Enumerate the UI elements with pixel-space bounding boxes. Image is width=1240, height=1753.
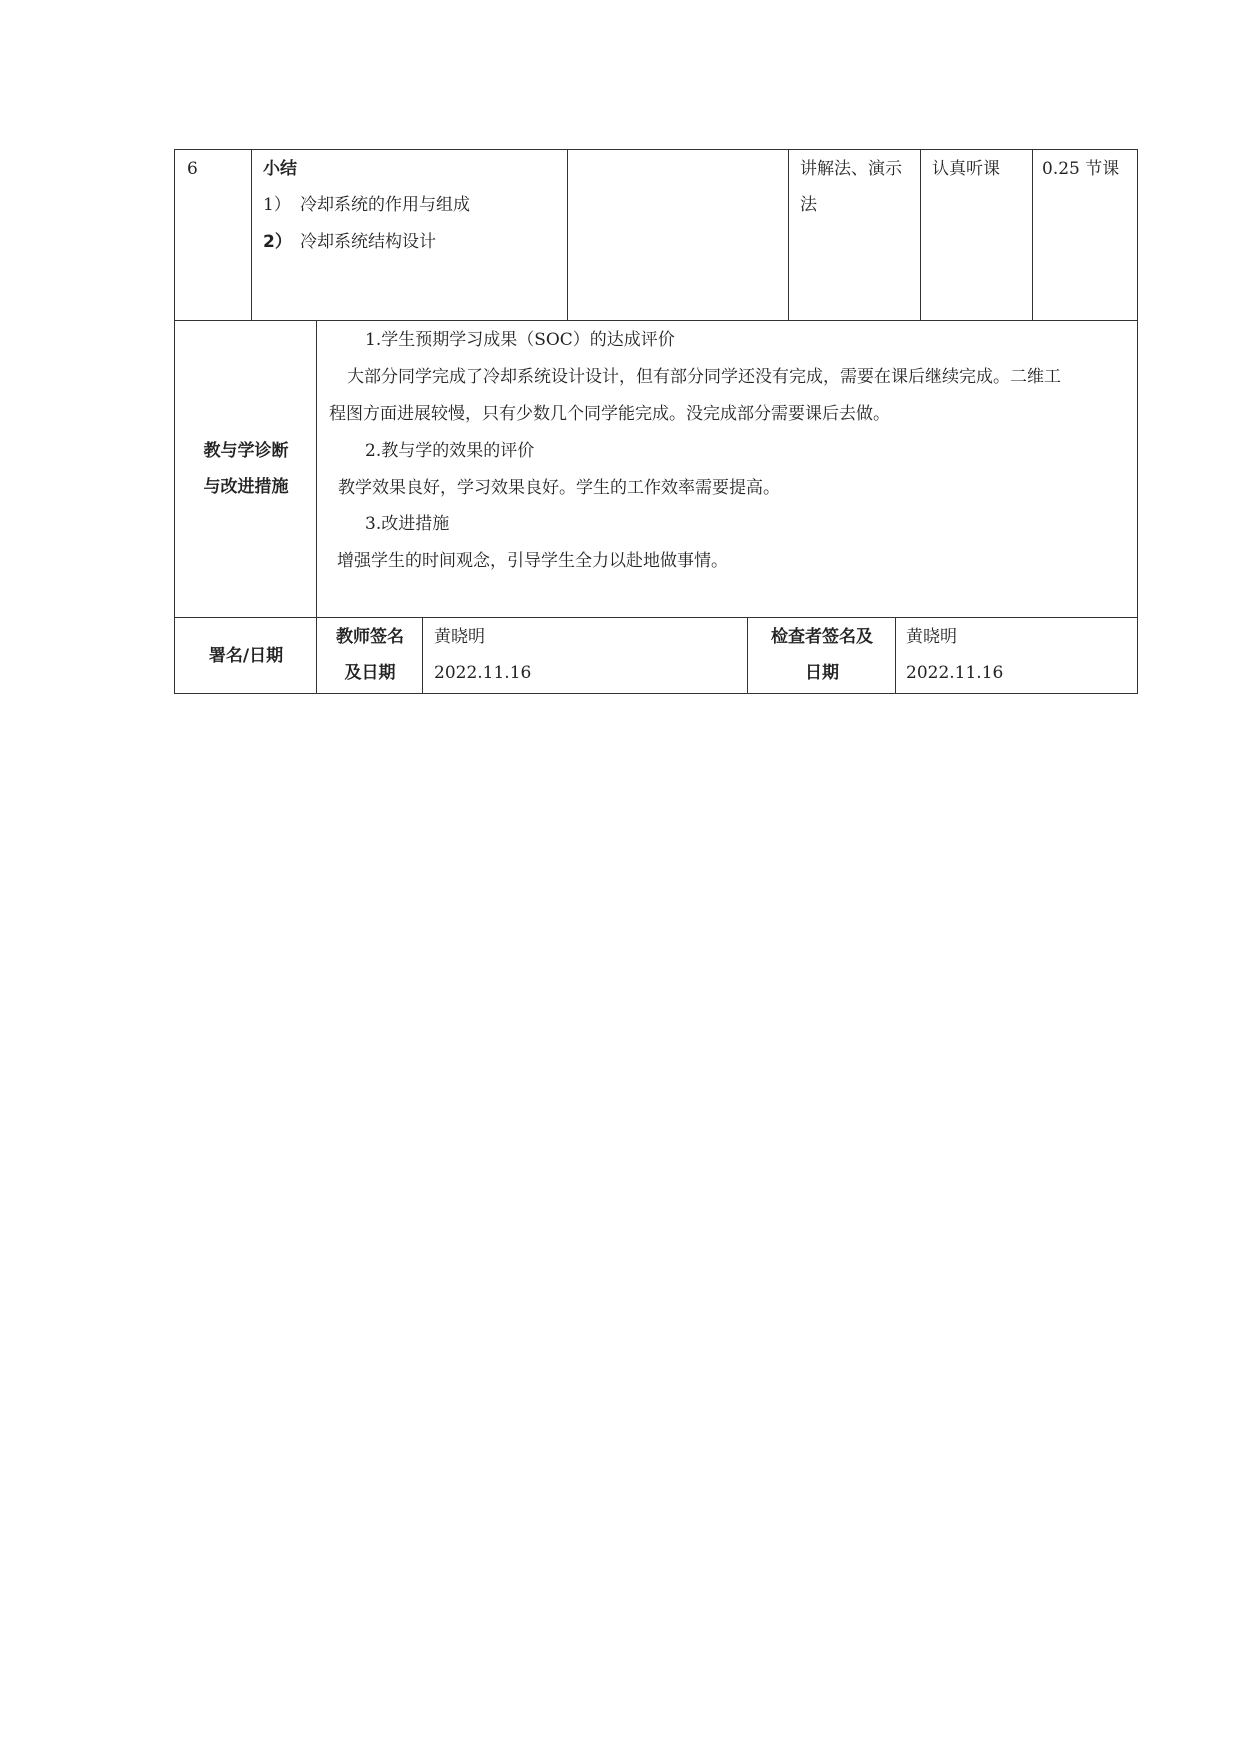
signature-label: 署名/日期 (208, 646, 284, 666)
checker-signature-label-line2: 日期 (805, 663, 839, 683)
row6-item-1-number: 1） (263, 195, 291, 215)
row6-col-divider-4 (920, 149, 921, 321)
label-col-divider (316, 320, 317, 694)
row6-method-line2: 法 (800, 195, 817, 215)
teacher-date: 2022.11.16 (434, 663, 532, 683)
teacher-signature-label-line2: 及日期 (344, 663, 396, 683)
diagnosis-paragraph-1-line2: 程图方面进展较慢，只有少数几个同学能完成。没完成部分需要课后去做。 (329, 404, 890, 424)
row6-method-line1: 讲解法、演示 (800, 159, 902, 179)
row6-item-2-text: 冷却系统结构设计 (300, 232, 436, 252)
sig-col-divider-1 (422, 617, 423, 694)
row6-item-2-number: 2） (263, 232, 292, 252)
table-border-top (174, 149, 1138, 150)
checker-date: 2022.11.16 (906, 663, 1004, 683)
row6-col-divider-1 (251, 149, 252, 321)
row6-col-divider-5 (1032, 149, 1033, 321)
table-border-right (1137, 149, 1138, 694)
teacher-name: 黄晓明 (434, 627, 485, 647)
row6-title: 小结 (263, 159, 297, 179)
table-divider-diagnosis-bottom (174, 617, 1138, 618)
diagnosis-paragraph-3: 增强学生的时间观念，引导学生全力以赴地做事情。 (337, 551, 728, 571)
sig-col-divider-2 (747, 617, 748, 694)
diagnosis-paragraph-1-line1: 大部分同学完成了冷却系统设计设计，但有部分同学还没有完成，需要在课后继续完成。二维工 (347, 367, 1061, 387)
table-border-bottom (174, 693, 1138, 694)
table-divider-row6-bottom (174, 320, 1138, 321)
row6-item-1-text: 冷却系统的作用与组成 (300, 195, 470, 215)
sig-col-divider-3 (895, 617, 896, 694)
row6-index: 6 (187, 159, 198, 179)
diagnosis-heading-2: 2.教与学的效果的评价 (365, 441, 535, 461)
checker-signature-label-line1: 检查者签名及 (771, 627, 873, 647)
diagnosis-heading-3: 3.改进措施 (365, 514, 450, 534)
row6-col-divider-3 (788, 149, 789, 321)
table-border-left (174, 149, 175, 694)
teacher-signature-label-line1: 教师签名 (336, 627, 404, 647)
row6-student-activity: 认真听课 (932, 159, 1000, 179)
diagnosis-heading-1: 1.学生预期学习成果（SOC）的达成评价 (365, 330, 675, 350)
diagnosis-paragraph-2: 教学效果良好，学习效果良好。学生的工作效率需要提高。 (338, 478, 780, 498)
diagnosis-label-line2: 与改进措施 (203, 477, 289, 497)
checker-name: 黄晓明 (906, 627, 957, 647)
row6-col-divider-2 (567, 149, 568, 321)
diagnosis-label-line1: 教与学诊断 (203, 441, 289, 461)
row6-duration: 0.25 节课 (1042, 159, 1120, 179)
